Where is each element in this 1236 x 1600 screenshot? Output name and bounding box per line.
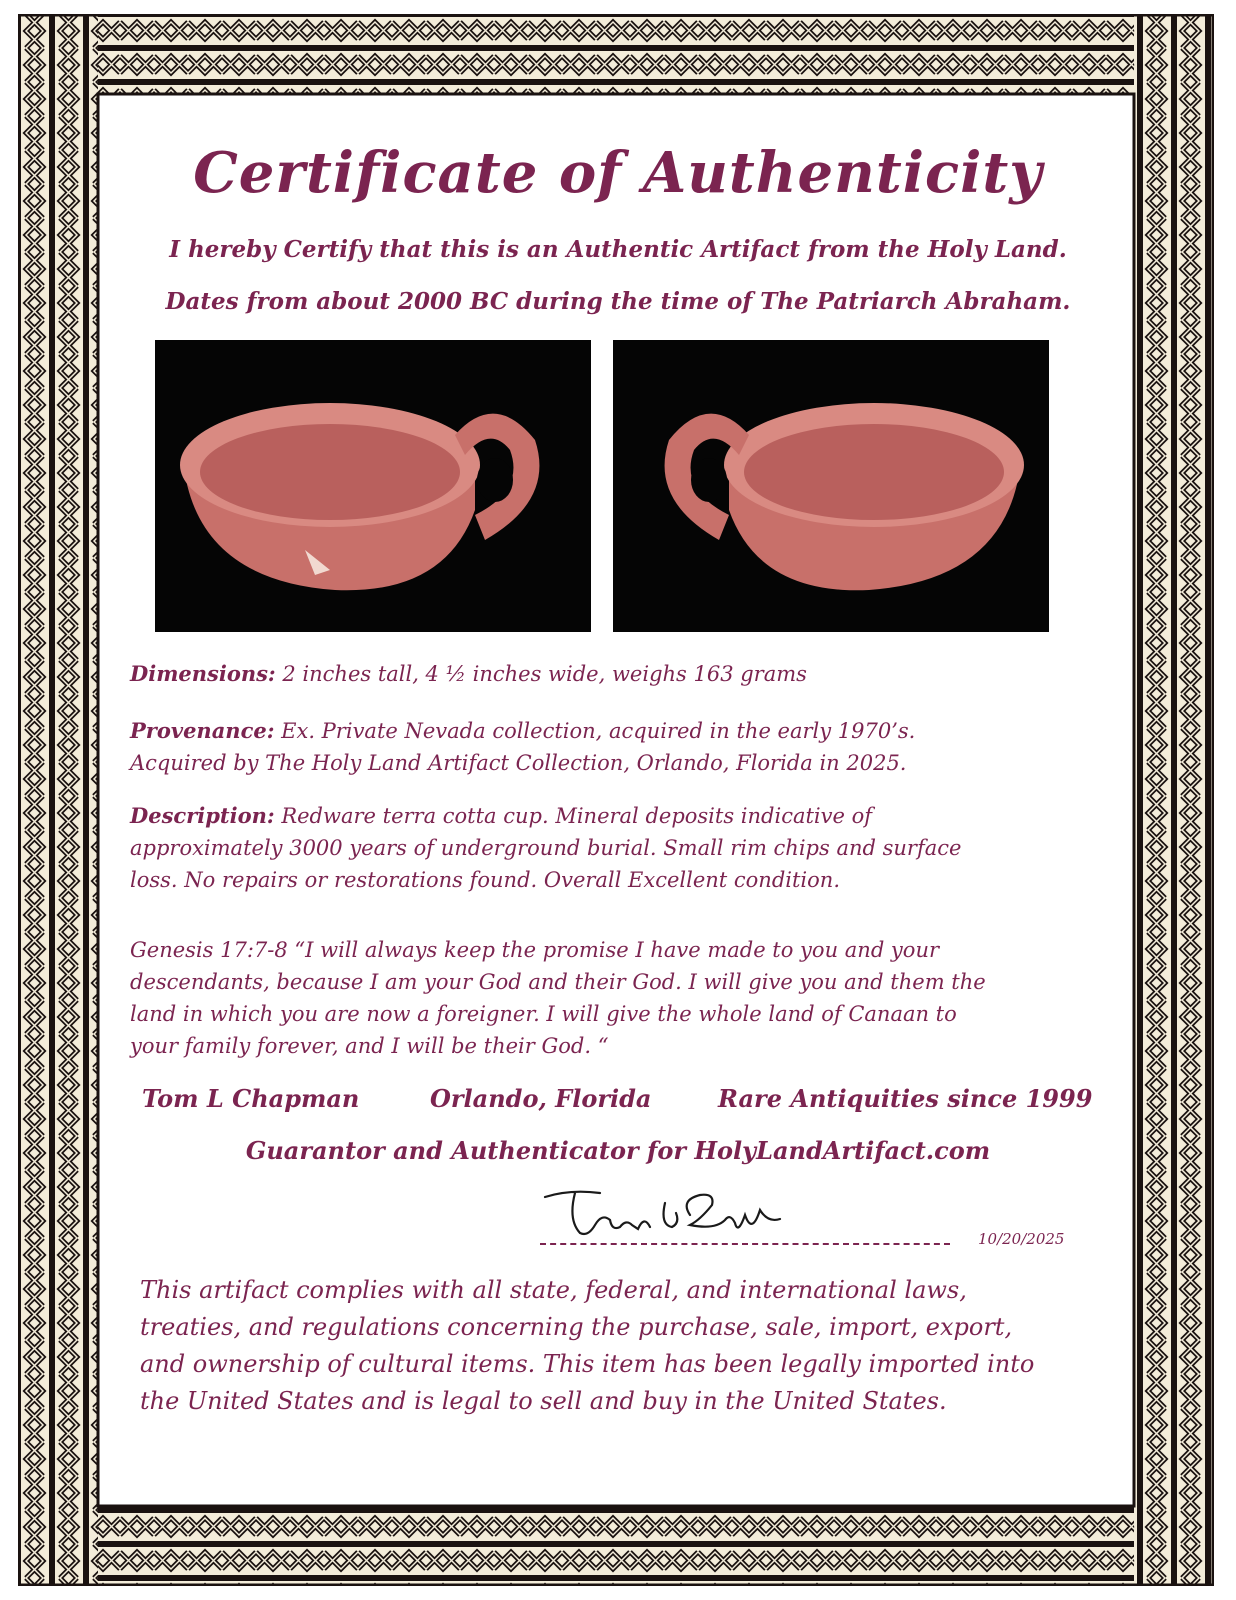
description-label: Description: [130,803,275,828]
genesis-line-2: descendants, because I am your God and their God. I will give you and them the [130,970,986,994]
issuer-city: Orlando, Florida [430,1084,652,1113]
legal-compliance-statement [140,1272,1100,1420]
description-text-1: Redware terra cotta cup. Mineral deposits indicative of [281,804,873,828]
legal-line-2: treaties, and regulations concerning the purchase, sale, import, export, [140,1313,1013,1341]
provenance-label: Provenance: [130,718,275,743]
dimensions-section [130,658,1090,690]
genesis-line-3: land in which you are now a foreigner. I will give the whole land of Canaan to [130,1002,957,1026]
provenance-text-2: Acquired by The Holy Land Artifact Collection, Orlando, Florida in 2025. [130,751,907,775]
issuer-name: Tom L Chapman [142,1084,360,1113]
signature-line [540,1243,950,1245]
dimensions-label: Dimensions: [130,661,276,686]
description-section [130,800,1090,896]
certificate-title: Certificate of Authenticity [193,140,1043,206]
signature-date: 10/20/2025 [978,1230,1065,1248]
artifact-photo-left [155,340,591,632]
description-text-3: loss. No repairs or restorations found. Overall Excellent condition. [130,868,840,892]
description-text-2: approximately 3000 years of underground burial. Small rim chips and surface [130,836,962,860]
date-statement: Dates from about 2000 BC during the time of The Patriarch Abraham. [165,288,1071,315]
genesis-line-4: your family forever, and I will be their God. “ [130,1034,609,1058]
guarantor-line: Guarantor and Authenticator for HolyLandArtifact.com [245,1136,991,1165]
artifact-photo-right [613,340,1049,632]
genesis-quote [130,934,1090,1062]
legal-line-4: the United States and is legal to sell and buy in the United States. [140,1387,947,1415]
handwritten-signature [540,1175,800,1259]
provenance-text-1: Ex. Private Nevada collection, acquired in the early 1970’s. [281,719,916,743]
legal-line-1: This artifact complies with all state, federal, and international laws, [140,1276,967,1304]
provenance-section [130,715,1090,779]
issuer-since: Rare Antiquities since 1999 [718,1084,1093,1113]
certify-statement: I hereby Certify that this is an Authentic Artifact from the Holy Land. [169,236,1067,263]
genesis-line-1: Genesis 17:7-8 “I will always keep the promise I have made to you and your [130,938,940,962]
legal-line-3: and ownership of cultural items. This item has been legally imported into [140,1350,1035,1378]
dimensions-text: 2 inches tall, 4 ½ inches wide, weighs 163 grams [282,662,807,686]
